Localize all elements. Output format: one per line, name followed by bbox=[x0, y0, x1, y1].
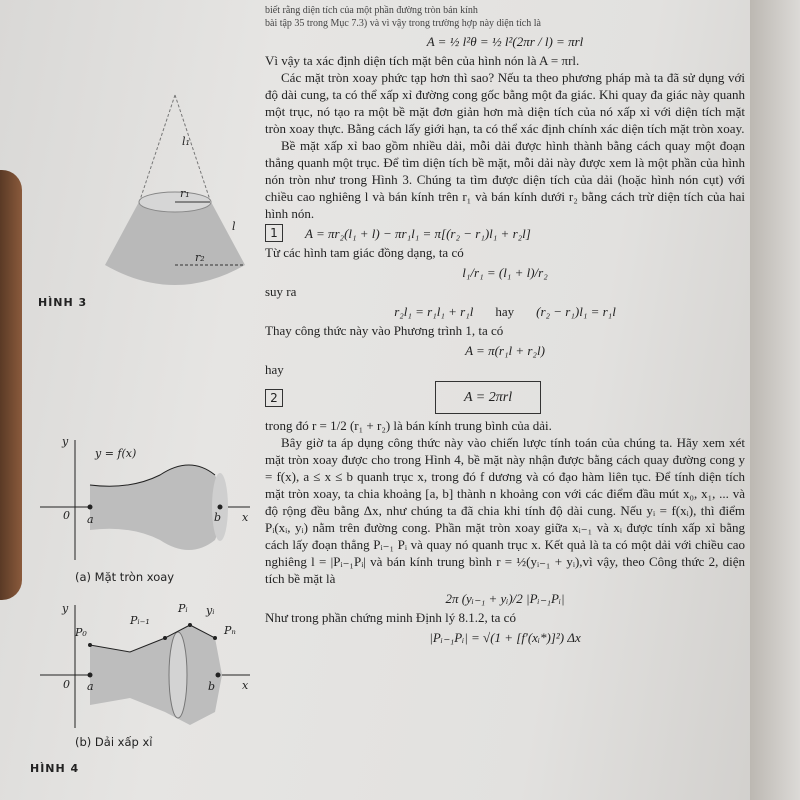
label-p-n: Pₙ bbox=[224, 624, 236, 637]
equation-number-1: 1 bbox=[265, 224, 283, 242]
text-line: cách lấy đoạn thẳng Pᵢ₋₁ Pᵢ và quay nó quanh trục x. Kết quả là ta có một dải với chiều cao bbox=[265, 537, 745, 552]
figure-4b-caption: (b) Dải xấp xỉ bbox=[75, 735, 153, 749]
text-line: Bây giờ ta áp dụng công thức này vào chiến lược tính toán của chúng ta. Hãy xem xét bbox=[281, 435, 745, 450]
label-x: x bbox=[242, 679, 249, 692]
equation-derived: r₂l₁ = r₁l₁ + r₁l bbox=[394, 303, 474, 319]
label-origin: 0 bbox=[63, 509, 70, 522]
label-a: a bbox=[87, 680, 94, 693]
text-where: trong đó r = 1/2 (r₁ + r₂) là bán kính trung bình của dải. bbox=[265, 418, 552, 433]
text-line: mặt tròn xoay được cho trong Hình 4, bề mặt này nhận được bằng cách quay đường cong bbox=[265, 452, 735, 467]
label-y: y bbox=[62, 435, 69, 448]
text-line: với chiều cao nghiêng l và bán kính trên r₁ và bán kính dưới r₂ bằng cách trừ diện tích bbox=[265, 172, 746, 204]
text-similar-triangles: Từ các hình tam giác đồng dạng, ta có bbox=[265, 245, 464, 260]
label-fx: y = f(x) bbox=[95, 447, 137, 460]
text-suy-ra: suy ra bbox=[265, 284, 297, 299]
text-line: Vì vậy ta xác định diện tích mặt bên của hình nón là A = πrl. bbox=[265, 53, 580, 68]
text-line: mặt tròn xoay, ta chia khoảng [a, b] thành n khoảng con với các điểm đầu mút x₀, x₁, ... bbox=[265, 486, 729, 501]
text-column bbox=[265, 4, 745, 648]
equation-derived-2: (r₂ − r₁)l₁ = r₁l bbox=[536, 303, 616, 319]
equation-substituted: A = π(r₁l + r₂l) bbox=[465, 342, 545, 358]
text-line: Các mặt tròn xoay phức tạp hơn thì sao? Nếu ta theo phương pháp mà ta đã sử dụng bbox=[281, 70, 725, 85]
frustum-shape bbox=[105, 200, 245, 285]
equation-strip-area: 2π (yᵢ₋₁ + yᵢ)/2 |Pᵢ₋₁Pᵢ| bbox=[445, 590, 565, 606]
figure-3-cone bbox=[20, 80, 260, 320]
figure-4-label: HÌNH 4 bbox=[30, 762, 80, 775]
equation-1: A = πr₂(l₁ + l) − πr₁l₁ = π[(r₂ − r₁)l₁ + r₂l] bbox=[305, 225, 531, 241]
text-substitute: Thay công thức này vào Phương trình 1, ta có bbox=[265, 323, 504, 338]
paragraph-cone-2 bbox=[265, 69, 745, 137]
label-p-i: Pᵢ bbox=[178, 602, 188, 615]
figure-4b-approx bbox=[30, 600, 260, 730]
equation-2: A = 2πrl bbox=[464, 390, 513, 405]
label-l1: l₁ bbox=[182, 135, 190, 148]
equation-substituted-row bbox=[265, 339, 745, 361]
text-line: với độ dài cung, ta có thể xấp xỉ đường cong gốc bằng một đa giác. Khi quay đa giác này bbox=[265, 70, 746, 102]
label-y-i: yᵢ bbox=[206, 604, 215, 617]
label-a: a bbox=[87, 513, 94, 526]
text-line: y = f(x), a ≤ x ≤ b quanh trục x, trong đó f dương và có đạo hàm liên tục. Để tính diện tích bbox=[265, 452, 746, 484]
equation-number-2: 2 bbox=[265, 389, 283, 407]
text-line: quanh một trục, nó tạo ra một bề mặt đơn giản hơn mà diện tích của nó xấp xỉ với diện bbox=[265, 87, 746, 119]
equation-segment-row bbox=[265, 626, 745, 648]
top-line-2: bài tập 35 trong Mục 7.3) và vì vậy trong trường hợp này diện tích là bbox=[265, 18, 541, 29]
label-p-i-minus-1: Pᵢ₋₁ bbox=[130, 614, 150, 627]
equation-strip-row bbox=[265, 587, 745, 609]
equation-2-box bbox=[435, 381, 541, 414]
paragraph-cone-3 bbox=[265, 137, 745, 222]
figure-4a-surface bbox=[30, 435, 260, 565]
text-line: và độ rộng đều bằng Δx, như chúng ta đã chia khi tính độ dài cung. Nếu yᵢ = f(xᵢ), thì điểm bbox=[265, 486, 745, 518]
label-x: x bbox=[242, 511, 249, 524]
text-line: tích bề mặt là bbox=[265, 571, 336, 586]
equation-2-row bbox=[265, 381, 745, 414]
label-b: b bbox=[208, 680, 216, 693]
text-line: Bề mặt xấp xỉ bao gồm nhiều dải, mỗi dải được hình thành bằng cách quay một đoạn bbox=[281, 138, 745, 153]
text-line: nghiêng l = |Pᵢ₋₁Pᵢ| và bán kính trung bình r = ½(yᵢ₋₁ + yᵢ),vì vậy, theo Công thức 2, diện bbox=[265, 554, 745, 569]
text-line: tích mặt tròn xoay thực. Bằng cách lấy giới hạn, ta có thể xác định chính xác diện tích bbox=[265, 104, 745, 136]
text-hay: hay bbox=[265, 362, 284, 377]
formula-cone-area: A = ½ l²θ = ½ l²(2πr / l) = πrl bbox=[426, 33, 584, 49]
label-p0: P₀ bbox=[75, 626, 87, 639]
strip-band bbox=[169, 632, 187, 718]
text-proof: Như trong phần chứng minh Định lý 8.1.2, ta có bbox=[265, 610, 516, 625]
label-y: y bbox=[62, 602, 69, 615]
cone-lines bbox=[140, 95, 210, 200]
top-line-1: biết rằng diện tích của một phần đường tròn bán kính bbox=[265, 5, 478, 16]
formula-cone-area-row bbox=[265, 30, 745, 52]
label-r2: r₂ bbox=[195, 251, 205, 264]
surface-shape bbox=[90, 465, 223, 550]
equation-ratio-row bbox=[265, 261, 745, 283]
text-line: mặt tròn xoay. bbox=[669, 121, 745, 136]
equation-derived-row bbox=[265, 300, 745, 322]
paragraph-cone-1 bbox=[265, 52, 745, 69]
label-r1: r₁ bbox=[180, 187, 190, 200]
approx-shape bbox=[90, 625, 222, 725]
text-line: của hai hình nón. bbox=[265, 189, 746, 221]
equation-1-row bbox=[265, 222, 745, 244]
text-hay: hay bbox=[495, 303, 515, 319]
finger bbox=[0, 170, 22, 600]
text-line: Pᵢ(xᵢ, yᵢ) nằm trên đường cong. Phần mặt tròn xoay giữa xᵢ₋₁ và xᵢ được tính xấp xỉ bằng bbox=[265, 520, 745, 535]
label-l: l bbox=[232, 220, 236, 233]
equation-ratio: l₁/r₁ = (l₁ + l)/r₂ bbox=[462, 264, 548, 280]
label-origin: 0 bbox=[63, 678, 70, 691]
book-next-page-edge bbox=[750, 0, 800, 800]
text-line: thẳng quanh một trục. Để tìm diện tích bề mặt, mỗi dải này được xem là một phần của bbox=[265, 155, 719, 170]
figure-3-label: HÌNH 3 bbox=[38, 296, 88, 309]
figure-4a-caption: (a) Mặt tròn xoay bbox=[75, 570, 175, 584]
text-line: hình nón tròn như trong Hình 3. Chúng ta tìm được diện tích của dải (hoặc hình nón cụt) bbox=[265, 155, 745, 187]
equation-segment-length: |Pᵢ₋₁Pᵢ| = √(1 + [f′(xᵢ*)]²) Δx bbox=[429, 629, 581, 645]
paragraph-surface bbox=[265, 434, 745, 587]
label-b: b bbox=[214, 511, 222, 524]
